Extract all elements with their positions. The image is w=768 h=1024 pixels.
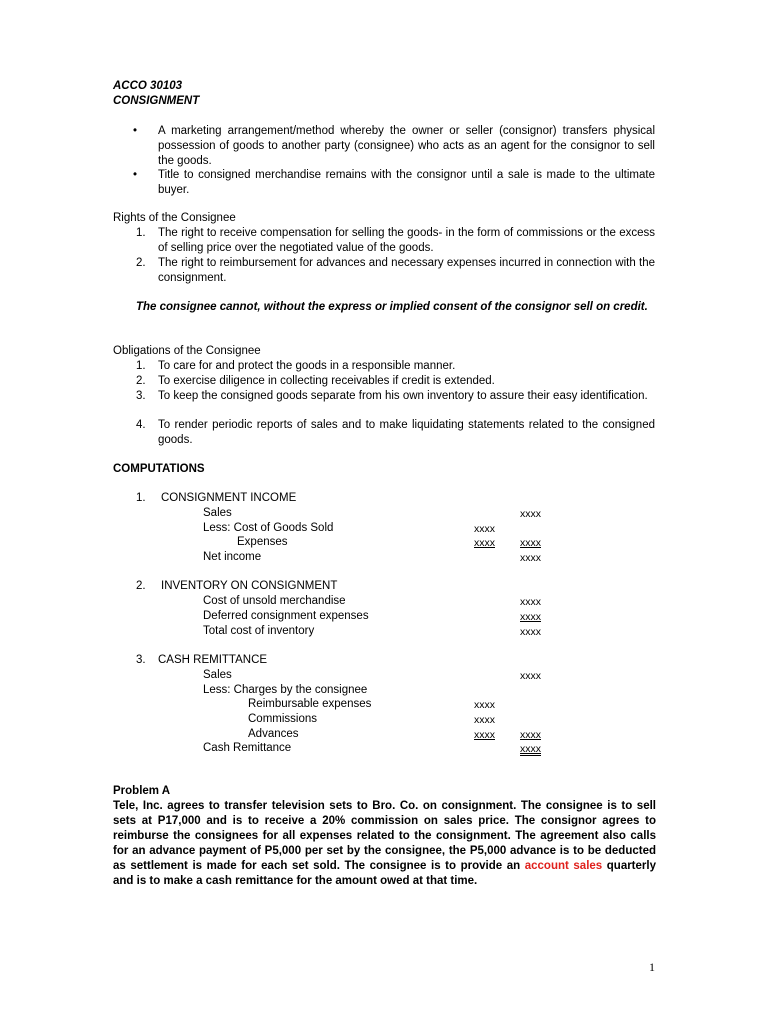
computation-number: 1. (136, 492, 146, 504)
cash-remittance-label: Cash Remittance (203, 742, 292, 754)
bullet-icon: • (133, 125, 138, 137)
inventory-title: INVENTORY ON CONSIGNMENT (161, 580, 338, 592)
net-income-label: Net income (203, 551, 262, 563)
consignment-income-title: CONSIGNMENT INCOME (161, 492, 297, 504)
obligation-item: To render periodic reports of sales and to make liquidating statements related to the consigned goods. (158, 419, 655, 446)
reimbursable-label: Reimbursable expenses (248, 698, 372, 710)
list-number: 1. (136, 227, 146, 239)
section-heading-obligations: Obligations of the Consignee (113, 345, 261, 357)
consignee-credit-note: The consignee cannot, without the express or implied consent of the consignor sell on credit. (136, 301, 648, 313)
advances-label: Advances (248, 728, 299, 740)
amount-value: xxxx (520, 596, 541, 608)
amount-value: xxxx (474, 699, 495, 711)
amount-value: xxxx (520, 508, 541, 520)
course-code: ACCO 30103 (113, 80, 183, 92)
list-number: 1. (136, 360, 146, 372)
total-inventory-label: Total cost of inventory (203, 625, 315, 637)
problem-text-after: quarterly and is to make a cash remittance for the amount owed at that time. (113, 860, 656, 887)
sales-label: Sales (203, 669, 232, 681)
problem-text-before: Tele, Inc. agrees to transfer television sets to Bro. Co. on consignment. The consignee is to sell sets at P17,000 and is to receive a 20% commission on sales price. The consignor agrees to reimburse the consignees for all expenses related to the consignment. The agreement also calls for an advance payment of P5,000 per set by the consignee, the P5,000 advance is to be deducted as settlement is made for each set sold. The consignee is to provide an (113, 800, 656, 872)
problem-text (113, 799, 656, 889)
obligation-item: To exercise diligence in collecting receivables if credit is extended. (158, 375, 495, 387)
list-number: 4. (136, 419, 146, 431)
amount-value: xxxx (520, 670, 541, 682)
computations-heading: COMPUTATIONS (113, 463, 205, 475)
rights-item: The right to receive compensation for selling the goods- in the form of commissions or the excess of selling price over the negotiated value of the goods. (158, 227, 655, 254)
problem-heading: Problem A (113, 785, 171, 797)
rights-item: The right to reimbursement for advances and necessary expenses incurred in connection with the consignment. (158, 257, 655, 284)
bullet-item: Title to consigned merchandise remains with the consignor until a sale is made to the ultimate buyer. (158, 169, 655, 196)
obligation-item: To care for and protect the goods in a responsible manner. (158, 360, 456, 372)
bullet-item: A marketing arrangement/method whereby the owner or seller (consignor) transfers physical possession of goods to another party (consignee) who acts as an agent for the consignor to sell the goods. (158, 125, 655, 167)
computation-number: 3. (136, 654, 146, 666)
amount-value: xxxx (520, 537, 541, 549)
list-number: 3. (136, 390, 146, 402)
sales-label: Sales (203, 507, 232, 519)
commissions-label: Commissions (248, 713, 318, 725)
cost-unsold-label: Cost of unsold merchandise (203, 595, 346, 607)
amount-value: xxxx (520, 743, 541, 755)
account-sales-highlight: account sales (524, 860, 603, 872)
list-number: 2. (136, 257, 146, 269)
section-heading-rights: Rights of the Consignee (113, 212, 236, 224)
amount-value: xxxx (520, 626, 541, 638)
amount-value: xxxx (474, 523, 495, 535)
list-number: 2. (136, 375, 146, 387)
bullet-icon: • (133, 169, 138, 181)
expenses-label: Expenses (237, 536, 288, 548)
cogs-label: Less: Cost of Goods Sold (203, 522, 334, 534)
amount-value: xxxx (520, 552, 541, 564)
amount-value: xxxx (474, 729, 495, 741)
cash-remittance-title: CASH REMITTANCE (158, 654, 268, 666)
document-title: CONSIGNMENT (113, 95, 200, 107)
amount-value: xxxx (520, 729, 541, 741)
deferred-expenses-label: Deferred consignment expenses (203, 610, 369, 622)
amount-value: xxxx (474, 537, 495, 549)
page-number: 1 (649, 960, 655, 974)
amount-value: xxxx (474, 714, 495, 726)
charges-label: Less: Charges by the consignee (203, 684, 368, 696)
obligation-item: To keep the consigned goods separate from his own inventory to assure their easy identification. (158, 390, 648, 402)
amount-value: xxxx (520, 611, 541, 623)
computation-number: 2. (136, 580, 146, 592)
